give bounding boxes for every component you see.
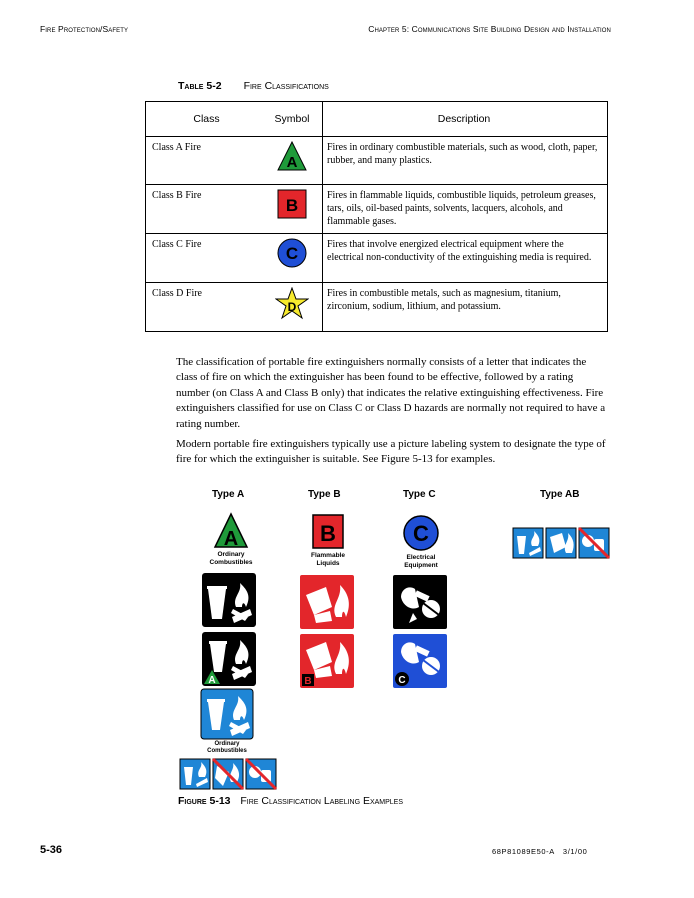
type-c-blue-pictogram-with-letter-icon — [393, 634, 447, 688]
class-cell: Class C Fire — [146, 234, 263, 283]
class-d-letter: D — [287, 300, 297, 314]
type-b-caption-line2: Liquids — [316, 560, 340, 567]
type-a-caption-line1: Ordinary — [217, 551, 245, 558]
class-c-letter: C — [285, 244, 299, 263]
type-a-caption-line2: Combustibles — [209, 559, 253, 566]
column-header-symbol: Symbol — [262, 102, 323, 137]
type-b-letter: B — [320, 521, 336, 546]
type-a-black-pictogram-with-letter-icon — [202, 632, 256, 686]
class-cell: Class B Fire — [146, 185, 263, 234]
column-header-description: Description — [323, 102, 608, 137]
class-b-letter: B — [285, 196, 299, 215]
column-header-class: Class — [146, 102, 263, 137]
svg-text:A: A — [208, 675, 216, 686]
blue-caption-line2: Combustibles — [207, 748, 247, 752]
table-row — [146, 185, 608, 234]
description-cell: Fires that involve energized electrical equipment where the electrical non-conductivity of the extinguishing media is required. — [323, 234, 608, 283]
blue-caption-line1: Ordinary — [214, 741, 240, 747]
figure-caption-number: Figure 5-13 — [178, 795, 231, 807]
type-b-label: Type B — [308, 489, 341, 500]
figure-caption — [178, 795, 403, 807]
description-cell: Fires in combustible metals, such as magnesium, titanium, zirconium, sodium, lithium, and potassium. — [323, 283, 608, 332]
type-a-symbol — [203, 511, 261, 569]
type-b-red-pictogram-with-letter-icon — [300, 634, 354, 688]
class-a-triangle-icon — [277, 141, 307, 171]
svg-text:B: B — [304, 676, 312, 687]
fire-classifications-table — [145, 101, 608, 332]
class-d-star-icon — [275, 287, 309, 321]
table-caption-number: Table 5-2 — [178, 80, 222, 92]
paragraph-picture-labeling: Modern portable fire extinguishers typically use a picture labeling system to designate the type of fire for which the extinguisher is suitable. See Figure 5-13 for examples. — [176, 438, 606, 466]
type-c-caption-line2: Equipment — [404, 562, 438, 569]
running-header-left: Fire Protection/Safety — [40, 24, 129, 34]
symbol-cell — [262, 137, 323, 185]
type-ab-three-icon-strip — [512, 527, 610, 559]
description-cell: Fires in flammable liquids, combustible liquids, petroleum greases, tars, oils, oil-based paints, solvents, lacquers, alcohols, and flammable gases. — [323, 185, 608, 234]
class-cell: Class A Fire — [146, 137, 263, 185]
description-cell: Fires in ordinary combustible materials, such as wood, cloth, paper, rubber, and many plastics. — [323, 137, 608, 185]
type-c-letter: C — [413, 521, 429, 546]
type-a-black-pictogram-icon — [202, 573, 256, 627]
page-number: 5-36 — [40, 844, 63, 856]
footer-doc-info — [492, 847, 587, 856]
type-a-blue-pictogram-icon — [200, 688, 254, 752]
type-c-symbol — [393, 513, 449, 571]
type-b-red-pictogram-icon — [300, 575, 354, 629]
paragraph-classification: The classification of portable fire extinguishers normally consists of a letter that indicates the class of fire on which the extinguisher has been found to be effective, followed by a rating number (on Class A and Class B only) that indicates the relative extinguishing effectiveness. Fire extinguishers classified for use on Class C or Class D hazards are normally not required to have a rating number. — [176, 356, 606, 430]
figure-caption-title: Fire Classification Labeling Examples — [240, 795, 404, 807]
symbol-cell — [262, 283, 323, 332]
symbol-cell — [262, 185, 323, 234]
type-c-black-pictogram-icon — [393, 575, 447, 629]
type-a-letter: A — [223, 528, 239, 550]
footer-doc-id: 68P81089E50-A — [492, 847, 555, 856]
type-c-label: Type C — [403, 489, 436, 500]
type-b-caption-line1: Flammable — [311, 552, 345, 559]
type-b-symbol — [300, 513, 356, 571]
table-row — [146, 283, 608, 332]
class-a-letter: A — [286, 154, 298, 171]
table-caption-title: Fire Classifications — [243, 80, 329, 92]
class-cell: Class D Fire — [146, 283, 263, 332]
footer-date: 3/1/00 — [562, 847, 588, 856]
symbol-cell — [262, 234, 323, 283]
type-a-three-icon-strip — [179, 758, 279, 790]
type-ab-label: Type AB — [540, 489, 580, 500]
running-header-right: Chapter 5: Communications Site Building Design and Installation — [368, 24, 611, 34]
svg-text:C: C — [398, 675, 406, 686]
class-b-square-icon — [277, 189, 307, 219]
class-c-circle-icon — [277, 238, 307, 268]
table-caption — [178, 80, 329, 92]
type-a-label: Type A — [212, 489, 245, 500]
table-row — [146, 234, 608, 283]
table-row — [146, 137, 608, 185]
type-c-caption-line1: Electrical — [406, 554, 436, 561]
table-header-row — [146, 102, 608, 137]
